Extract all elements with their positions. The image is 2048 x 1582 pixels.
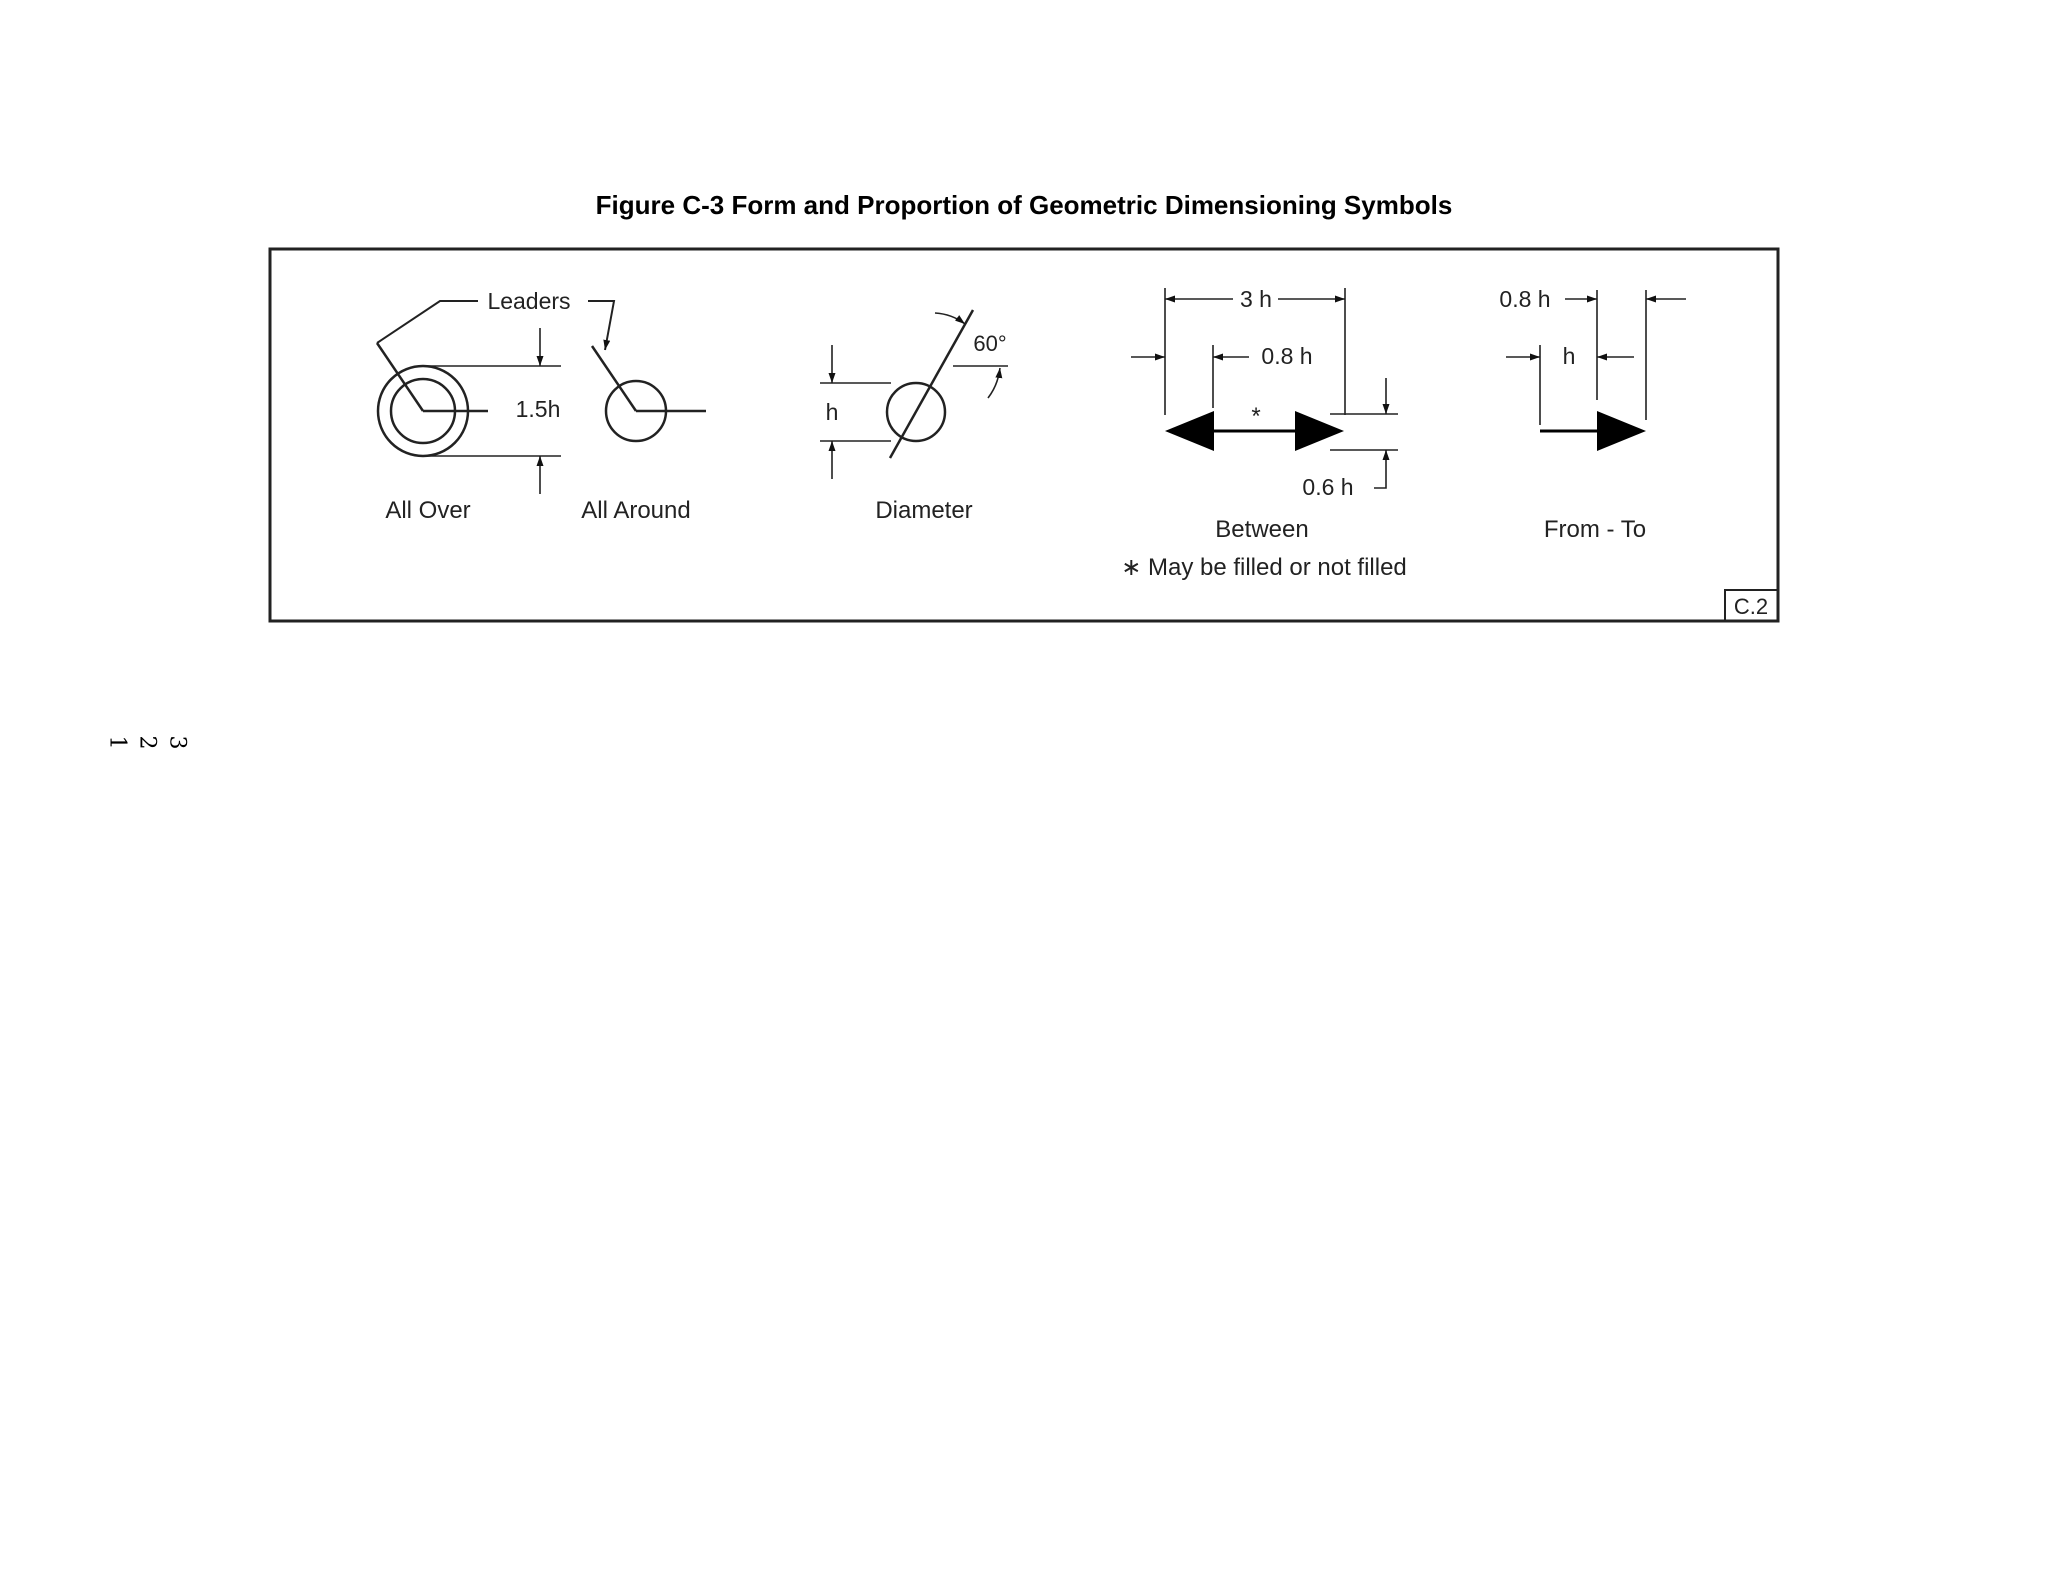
all-over-symbol [377,343,488,456]
all-around-label: All Around [581,497,691,524]
line-number-3: 3 [164,735,190,750]
between-asterisk: * [1251,403,1261,430]
from-to-symbol [1540,411,1646,451]
all-over-leader-tail [377,343,423,411]
diameter-height-label: h [825,399,839,425]
between-left-arrowhead [1165,411,1214,451]
from-to-label: From - To [1543,516,1647,543]
between-thickness-label: 0.6 h [1302,474,1354,500]
diameter-label: Diameter [875,497,973,524]
all-around-symbol [592,346,706,441]
diameter-angle-arc-top [935,313,965,324]
between-head-label: 0.8 h [1261,343,1313,369]
all-over-label: All Over [385,497,471,524]
leaders-label: Leaders [487,288,571,314]
between-width-label: 3 h [1240,286,1272,312]
from-to-arrowhead [1597,411,1646,451]
between-right-arrowhead [1295,411,1344,451]
leader-line-all-around [588,301,614,350]
line-number-1: 1 [104,735,130,750]
diameter-symbol [887,310,973,458]
all-over-dim-label: 1.5h [515,396,561,422]
between-label: Between [1215,516,1309,543]
all-around-leader-tail [592,346,636,411]
between-note: ∗ May be filled or not filled [1121,554,1407,581]
line-number-2: 2 [134,735,160,750]
diameter-angle-arc-bottom [988,368,1000,398]
figure-caption: Figure C-3 Form and Proportion of Geometric Dimensioning Symbols [595,190,1453,220]
between-thick-arrow-bottom [1374,450,1386,488]
leader-line-all-over [377,301,478,343]
diameter-angle-label: 60° [973,331,1007,356]
figure-tag: C.2 [1733,594,1769,619]
from-to-head-label: 0.8 h [1499,286,1551,312]
from-to-gap-label: h [1562,343,1576,369]
between-dimension [1131,288,1398,488]
